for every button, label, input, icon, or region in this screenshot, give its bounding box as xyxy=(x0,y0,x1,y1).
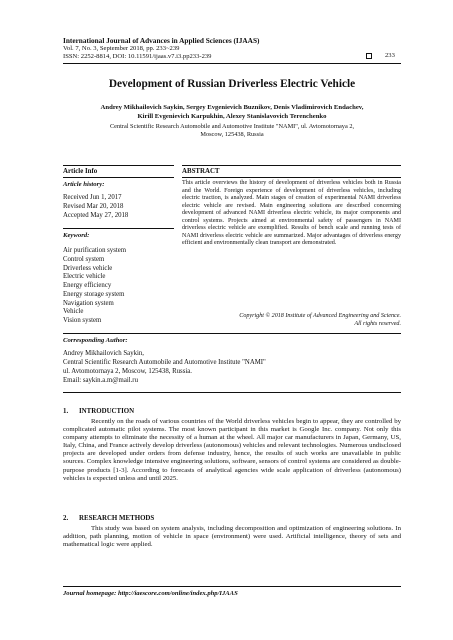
header-divider xyxy=(63,63,401,64)
keyword-item: Energy efficiency xyxy=(63,282,112,289)
keywords-heading: Keyword: xyxy=(63,232,90,239)
corresponding-address: ul. Avtomotornaya 2, Moscow, 125438, Russia. xyxy=(63,368,192,375)
keyword-item: Energy storage system xyxy=(63,290,125,298)
copyright-notice xyxy=(182,312,401,328)
abstract-heading: ABSTRACT xyxy=(182,168,220,175)
keyword-item: Control system xyxy=(63,255,105,263)
journal-homepage: Journal homepage: http://iaescore.com/online/index.php/IJAAS xyxy=(63,590,238,597)
section-2-paragraph: This study was based on system analysis, including decomposition and optimization of engineering solutions. In addition, path planning, motion of vehicle in space (environment) were used. Artificial intelligence, theory of sets and mathematical logic were applied. xyxy=(63,525,401,549)
abstract-top-rule xyxy=(182,165,401,166)
accepted-date: Accepted May 27, 2018 xyxy=(63,212,129,219)
affiliation-line-1: Central Scientific Research Automobile and Automotive Institute "NAMI", ul. Avtomotornaya 2, xyxy=(109,123,355,130)
box-icon xyxy=(366,53,372,59)
corresponding-name: Andrey Mikhailovich Saykin, xyxy=(63,350,144,357)
keyword-list xyxy=(63,247,126,326)
revised-date: Revised Mar 20, 2018 xyxy=(63,203,124,210)
keyword-item: Driverless vehicle xyxy=(63,264,113,272)
corresponding-email: Email: saykin.a.m@mail.ru xyxy=(63,377,138,384)
article-info-heading: Article Info xyxy=(63,168,98,175)
corresponding-top-rule xyxy=(63,333,401,334)
section-1-heading xyxy=(63,408,134,415)
copyright-line-1: Copyright © 2018 Institute of Advanced Engineering and Science. xyxy=(239,313,401,319)
corresponding-institute: Central Scientific Research Automobile and Automotive Institute "NAMI" xyxy=(63,359,266,366)
section-2-heading xyxy=(63,515,154,522)
keyword-item: Navigation system xyxy=(63,299,114,307)
page-number: 233 xyxy=(385,51,395,59)
abstract-heading-rule xyxy=(182,177,401,178)
journal-volume: Vol. 7, No. 3, September 2018, pp. 233~239 xyxy=(63,44,180,52)
journal-title: International Journal of Advances in Applied Sciences (IJAAS) xyxy=(63,36,260,45)
keyword-item: Vehicle xyxy=(63,308,84,316)
copyright-line-2: All rights reserved. xyxy=(354,321,401,327)
keyword-item: Vision system xyxy=(63,317,102,324)
keyword-item: Air purification system xyxy=(63,247,127,254)
section-number: 1. xyxy=(63,408,69,415)
journal-issn-doi: ISSN: 2252-8814, DOI: 10.11591/ijaas.v7.i3.pp233-239 xyxy=(63,52,212,60)
section-1-paragraph: Recently on the roads of various countries of the World driverless vehicles begin to appear, they are controlled by complicated automatic pilot systems. The most known participant in this market is Google Inc. company. Not only this company attempts to eliminate the necessity of a human at the wheel. All major car manufacturers in Japan, Germany, US, Italy, China, and France actively develop driverless (autonomous) vehicles and relevant technologies. Numerous undisclosed projects are developed under orders from defense industry, hence, the results of such works are unavailable in public sources. Complex knowledge intensive engineering solutions, software, sensors of control systems are considered as double-purpose products [1-3]. According to forecasts of analytical agencies wide scale application of driverless (autonomous) vehicles is expected unless and until 2025. xyxy=(63,418,401,482)
article-info-top-rule xyxy=(63,165,174,166)
corresponding-bottom-rule xyxy=(63,392,401,393)
article-info-heading-rule xyxy=(63,177,174,178)
abstract-text: This article overviews the history of development of driverless vehicles both in Russia and the World. Foreign experience of development of driverless vehicles, including electric traction, is analyzed. Main stages of creation of experimental NAMI driverless electric vehicle are revised. Main engineering solutions are described concerning development of advanced NAMI driverless electric vehicle, its major components and control systems. Projects aimed at environmental safety of passengers in NAMI driverless electric vehicle are exemplified. Results of bench scale and running tests of NAMI driverless electric vehicle are summarized. Major advantages of driverless energy efficient and environmentally clean transport are demonstrated. xyxy=(182,180,401,247)
history-divider xyxy=(63,228,174,229)
section-number: 2. xyxy=(63,515,69,522)
footer-divider xyxy=(63,586,401,587)
affiliation-line-2: Moscow, 125438, Russia xyxy=(200,131,264,138)
corresponding-heading: Corresponding Author: xyxy=(63,337,128,344)
section-title: INTRODUCTION xyxy=(79,408,135,415)
article-history-heading: Article history: xyxy=(63,181,105,188)
keyword-item: Electric vehicle xyxy=(63,273,106,281)
section-title: RESEARCH METHODS xyxy=(79,515,155,522)
authors-line-2: Kirill Evgenievich Karpukhin, Alexey Stanislavovich Terenchenko xyxy=(137,113,327,120)
paper-title: Development of Russian Driverless Electric Vehicle xyxy=(108,78,356,90)
authors-line-1: Andrey Mikhailovich Saykin, Sergey Evgenievich Buznikov, Denis Vladimirovich Endachev, xyxy=(100,104,364,111)
received-date: Received Jun 1, 2017 xyxy=(63,194,122,201)
